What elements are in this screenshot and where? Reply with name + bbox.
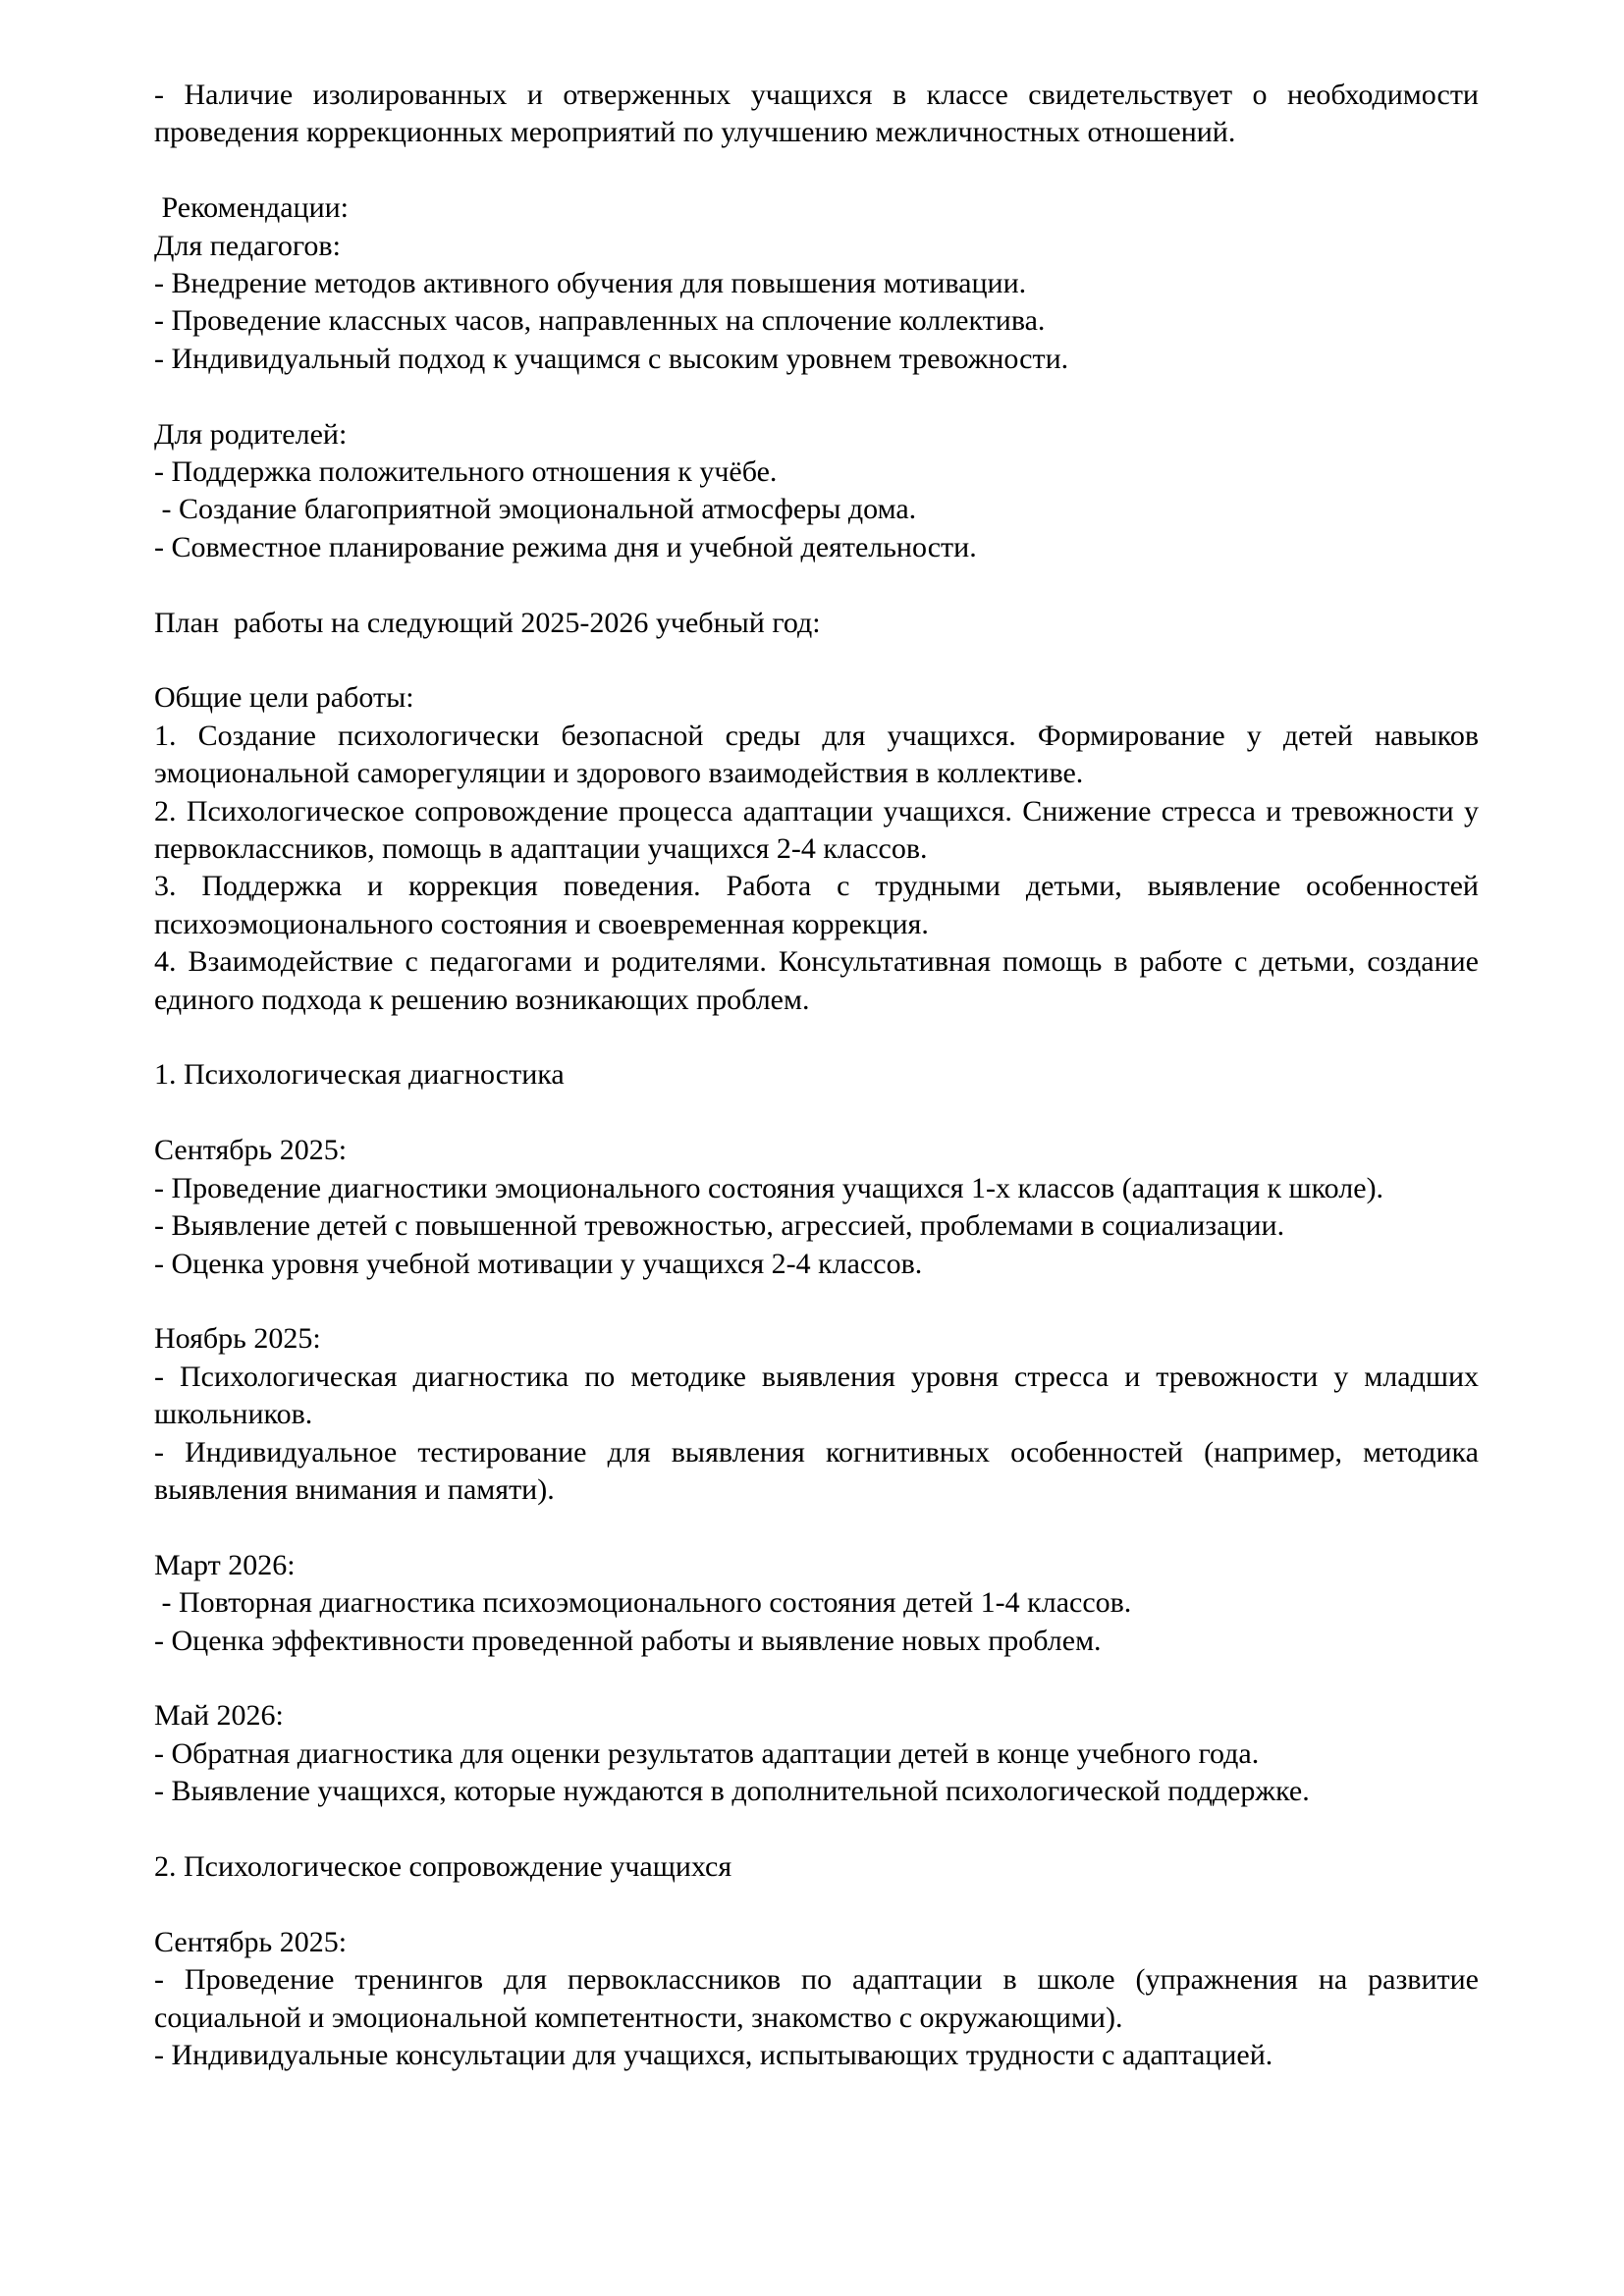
list-item: - Проведение классных часов, направленных на сплочение коллектива. bbox=[154, 304, 1046, 338]
goal-item: 1. Создание психологически безопасной среды для учащихся. Формирование у детей навыков эмоциональной саморегуляции и здорового взаимодействия в коллективе. bbox=[154, 719, 1479, 790]
teachers-label: Для педагогов: bbox=[154, 229, 341, 262]
goal-item: 4. Взаимодействие с педагогами и родителями. Консультативная помощь в работе с детьми, создание единого подхода к решению возникающих проблем. bbox=[154, 945, 1479, 1016]
list-item: - Повторная диагностика психоэмоционального состояния детей 1-4 классов. bbox=[154, 1586, 1132, 1620]
goals-label: Общие цели работы: bbox=[154, 681, 414, 715]
period-label: Сентябрь 2025: bbox=[154, 1925, 348, 1958]
list-item: - Внедрение методов активного обучения для повышения мотивации. bbox=[154, 267, 1027, 300]
section2-title: 2. Психологическое сопровождение учащихся bbox=[154, 1849, 732, 1883]
intro-paragraph: - Наличие изолированных и отверженных учащихся в классе свидетельствует о необходимости проведения коррекционных мероприятий по улучшению межличностных отношений. bbox=[154, 79, 1479, 149]
list-item: - Индивидуальное тестирование для выявления когнитивных особенностей (например, методика выявления внимания и памяти). bbox=[154, 1435, 1479, 1506]
list-item: - Поддержка положительного отношения к учёбе. bbox=[154, 455, 778, 489]
list-item: - Психологическая диагностика по методике выявления уровня стресса и тревожности у младших школьников. bbox=[154, 1360, 1479, 1431]
list-item: - Обратная диагностика для оценки результатов адаптации детей в конце учебного года. bbox=[154, 1736, 1260, 1770]
list-item: - Проведение тренингов для первоклассников по адаптации в школе (упражнения на развитие социальной и эмоциональной компетентности, знакомство с окружающими). bbox=[154, 1963, 1479, 2034]
document-page bbox=[154, 77, 1479, 2074]
list-item: - Оценка уровня учебной мотивации у учащихся 2-4 классов. bbox=[154, 1247, 923, 1280]
period-label: Март 2026: bbox=[154, 1548, 296, 1581]
list-item: - Проведение диагностики эмоционального состояния учащихся 1-х классов (адаптация к школе). bbox=[154, 1171, 1384, 1204]
goal-item: 2. Психологическое сопровождение процесса адаптации учащихся. Снижение стресса и тревожности у первоклассников, помощь в адаптации учащихся 2-4 классов. bbox=[154, 794, 1479, 866]
list-item: - Индивидуальные консультации для учащихся, испытывающих трудности с адаптацией. bbox=[154, 2038, 1273, 2071]
section1-title: 1. Психологическая диагностика bbox=[154, 1058, 565, 1092]
period-label: Ноябрь 2025: bbox=[154, 1322, 321, 1356]
list-item: - Выявление учащихся, которые нуждаются в дополнительной психологической поддержке. bbox=[154, 1775, 1310, 1808]
list-item: - Создание благоприятной эмоциональной атмосферы дома. bbox=[154, 493, 917, 526]
list-item: - Совместное планирование режима дня и учебной деятельности. bbox=[154, 530, 977, 563]
parents-label: Для родителей: bbox=[154, 417, 348, 451]
goal-item: 3. Поддержка и коррекция поведения. Работа с трудными детьми, выявление особенностей психоэмоционального состояния и своевременная коррекция. bbox=[154, 870, 1479, 940]
period-label: Май 2026: bbox=[154, 1699, 284, 1733]
list-item: - Оценка эффективности проведенной работы и выявление новых проблем. bbox=[154, 1624, 1102, 1657]
list-item: - Индивидуальный подход к учащимся с высоким уровнем тревожности. bbox=[154, 342, 1069, 375]
recommendations-heading: Рекомендации: bbox=[154, 191, 350, 225]
plan-title: План работы на следующий 2025-2026 учебный год: bbox=[154, 606, 821, 639]
period-label: Сентябрь 2025: bbox=[154, 1134, 348, 1167]
list-item: - Выявление детей с повышенной тревожностью, агрессией, проблемами в социализации. bbox=[154, 1209, 1285, 1243]
